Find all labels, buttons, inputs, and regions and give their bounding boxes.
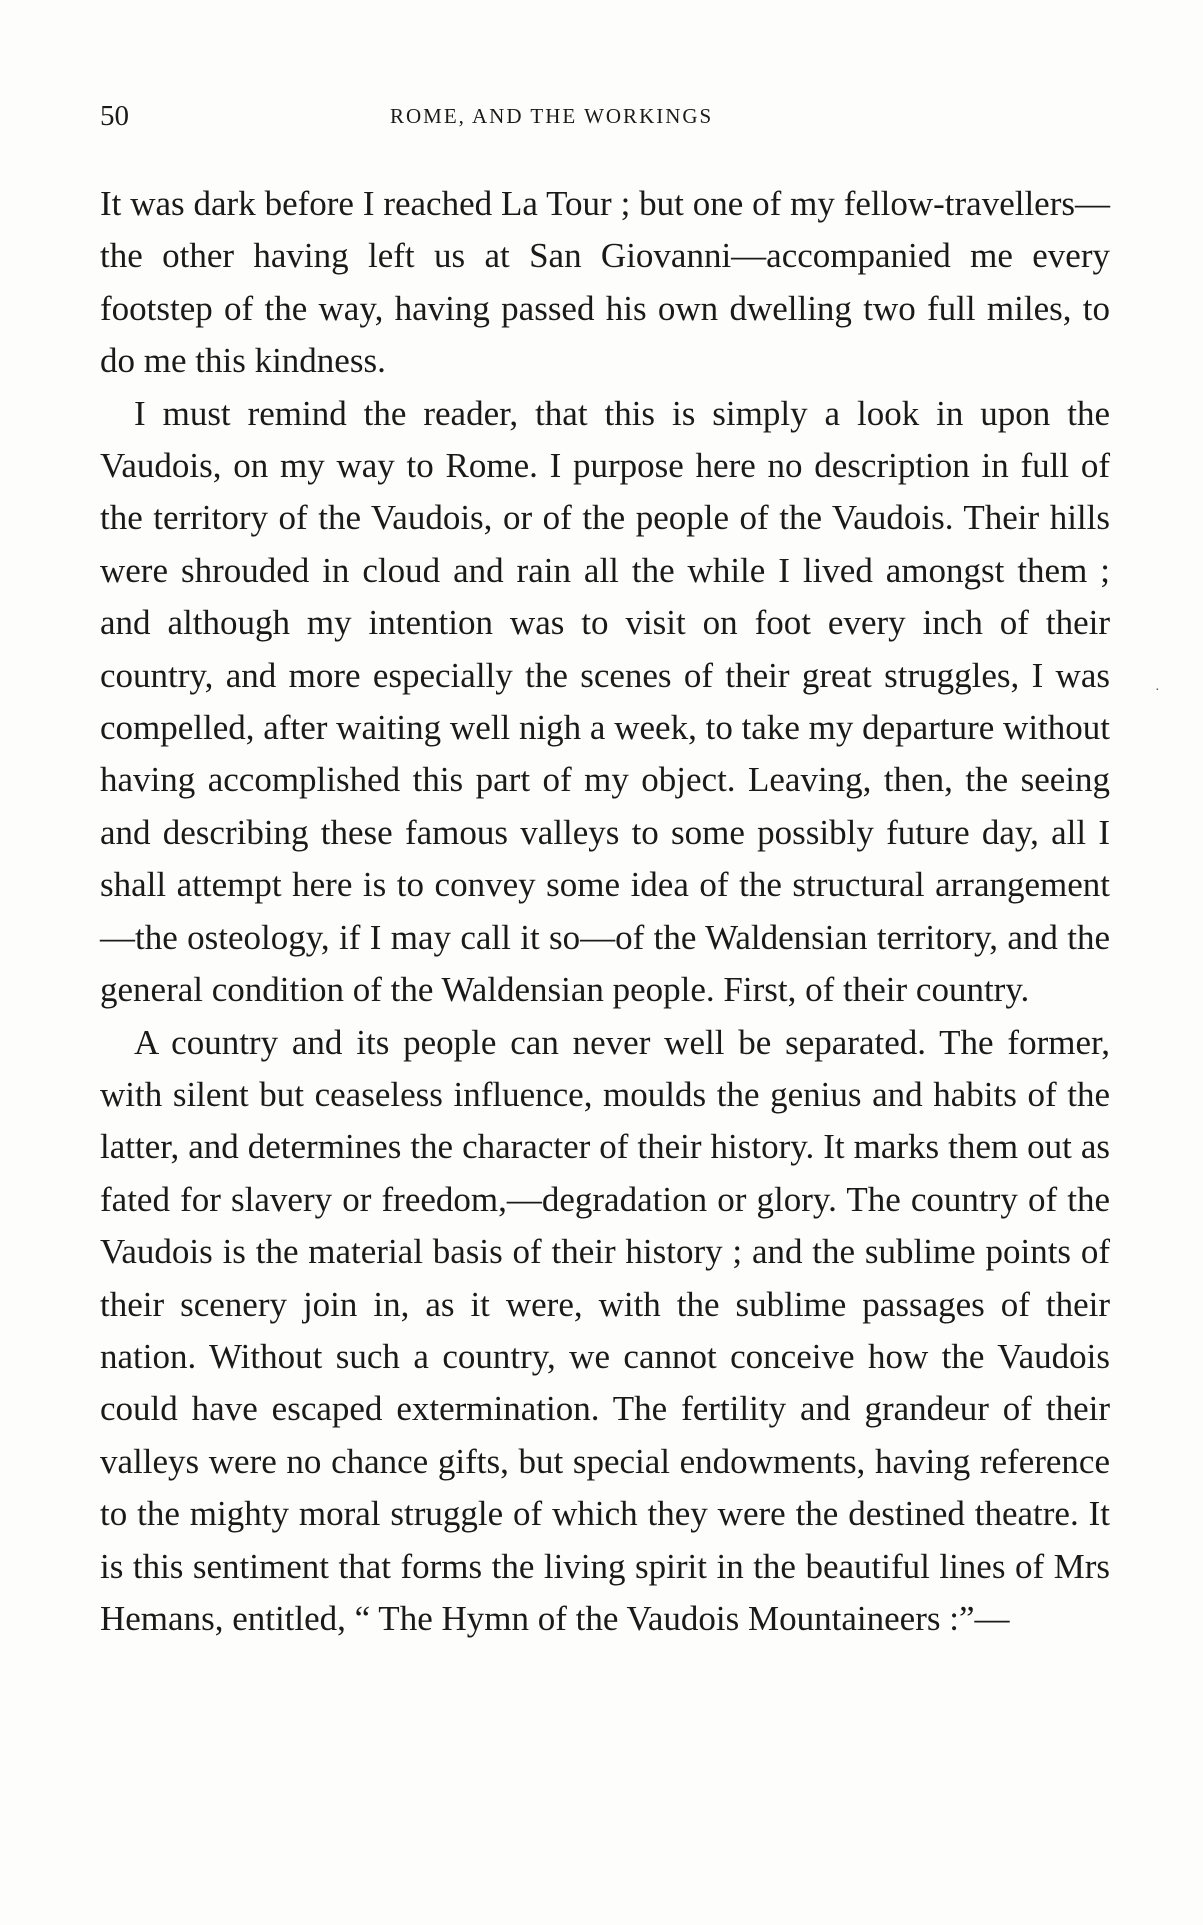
page-number: 50 bbox=[100, 100, 129, 132]
running-title: ROME, AND THE WORKINGS bbox=[390, 104, 714, 128]
body-text bbox=[100, 178, 1110, 1645]
paragraph-2: I must remind the reader, that this is simply a look in upon the Vaudois, on my way to Rome. I purpose here no description in full of the territory of the Vaudois, or of the people of the Vaudois. Their hills were shrouded in cloud and rain all the while I lived amongst them ; and although my intention was to visit on foot every inch of their country, and more especially the scenes of their great struggles, I was compelled, after waiting well nigh a week, to take my departure without having accomplished this part of my object. Leaving, then, the seeing and describing these famous valleys to some possibly future day, all I shall attempt here is to convey some idea of the structural arrangement—the osteology, if I may call it so—of the Waldensian territory, and the general condition of the Waldensian people. First, of their country. bbox=[100, 393, 1110, 1010]
margin-speck: · bbox=[1155, 683, 1160, 698]
paragraph-3: A country and its people can never well be separated. The former, with silent but ceaseless influence, moulds the genius and habits of the latter, and determines the character of their history. It marks them out as fated for slavery or freedom,—degradation or glory. The country of the Vaudois is the material basis of their history ; and the sublime points of their scenery join in, as it were, with the sublime passages of their nation. Without such a country, we cannot conceive how the Vaudois could have escaped extermination. The fertility and grandeur of their valleys were no chance gifts, but special endowments, having reference to the mighty moral struggle of which they were the destined theatre. It is this sentiment that forms the living spirit in the beautiful lines of Mrs Hemans, entitled, “ The Hymn of the Vaudois Mountaineers :”— bbox=[100, 1022, 1110, 1638]
running-head bbox=[100, 96, 1110, 136]
paragraph-1: It was dark before I reached La Tour ; but one of my fellow-travellers—the other having left us at San Giovanni—accompanied me every footstep of the way, having passed his own dwelling two full miles, to do me this kindness. bbox=[100, 184, 1110, 381]
